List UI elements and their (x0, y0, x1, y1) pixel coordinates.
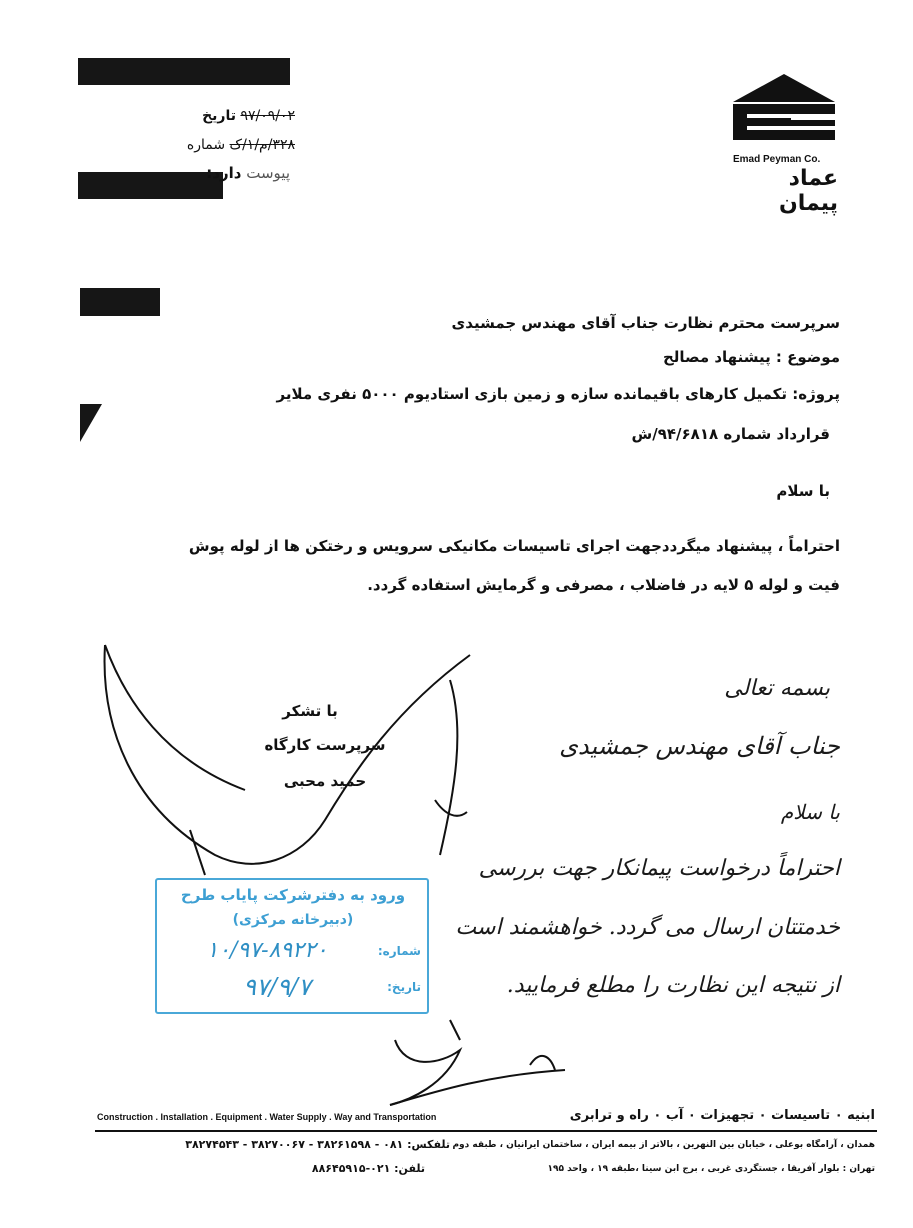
signature-scribble-lower (350, 1010, 580, 1120)
handwritten-line-1: بسمه تعالی (724, 676, 830, 701)
footer-services-fa: ابنیه ۰ تاسیسات ۰ تجهیزات ۰ آب ۰ راه و ترابری (569, 1108, 875, 1123)
stamp-date-value: ۹۷/۹/۷ (243, 973, 311, 1001)
handwritten-line-4: احتراماً درخواست پیمانکار جهت بررسی (478, 856, 840, 881)
footer-fax (95, 1138, 450, 1151)
footer-services-en: Construction . Installation . Equipment . Water Supply . Way and Transportation (97, 1112, 437, 1122)
attachment-value: پیوست (246, 164, 290, 182)
handwritten-line-5: خدمتتان ارسال می گردد. خواهشمند است (455, 915, 840, 940)
footer-phone (250, 1162, 425, 1175)
footer-address-hamedan: همدان ، آرامگاه بوعلی ، خیابان بین النهرین ، بالاتر از بیمه ایران ، ساختمان ایرانیان ، طبقه دوم (452, 1140, 875, 1150)
redaction-bar-margin (80, 288, 160, 316)
date-value: ۹۷/۰۹/۰۲ (240, 108, 295, 124)
stamp-line-1: ورود به دفترشرکت پایاب طرح (180, 886, 406, 904)
handwritten-line-6: از نتیجه این نظارت را مطلع فرمایید. (506, 973, 840, 998)
stamp-number-value: ۱۰/۹۷-۸۹۲۲۰ (206, 938, 328, 963)
contract-line: قرارداد شماره ۹۴/۶۸۱۸/ش (631, 425, 830, 443)
subject-line: موضوع : پیشنهاد مصالح (662, 348, 840, 366)
phone-number: ۰۲۱-۸۸۶۴۵۹۱۵ (311, 1162, 391, 1175)
company-name-fa: عماد پیمان (778, 166, 838, 216)
stamp-number-label: شماره: (377, 944, 421, 958)
signature-scribble (95, 640, 485, 880)
company-name-en: Emad Peyman Co. (733, 154, 821, 165)
fax-numbers: ۰۸۱ - ۳۸۲۶۱۵۹۸ - ۳۸۲۷۰۰۶۷ - ۳۸۲۷۴۵۴۳ (185, 1138, 404, 1151)
header-date (95, 108, 295, 124)
company-logo (733, 72, 835, 152)
footer-address-tehran: تهران : بلوار آفریقا ، جستگردی غربی ، برج ابن سینا ،طبقه ۱۹ ، واحد ۱۹۵ (547, 1164, 875, 1174)
recipient-line: سرپرست محترم نظارت جناب آقای مهندس جمشیدی (451, 314, 840, 332)
signature-title: سرپرست کارگاه (264, 736, 386, 754)
stamp-line-2: (دبیرخانه مرکزی) (232, 912, 354, 928)
body-line-2: فیت و لوله ۵ لایه در فاضلاب ، مصرفی و گرمایش استفاده گردد. (367, 576, 840, 594)
receipt-stamp (155, 878, 429, 1014)
redaction-bar-top (78, 58, 290, 85)
header-number (95, 137, 295, 153)
date-label: تاریخ (202, 108, 236, 124)
greeting-line: با سلام (776, 482, 830, 500)
handwritten-line-3: با سلام (780, 800, 840, 824)
project-line: پروژه: تکمیل کارهای باقیمانده سازه و زمین بازی استادیوم ۵۰۰۰ نفری ملایر (276, 385, 840, 403)
footer-divider (95, 1130, 877, 1132)
number-value: ۳۲۸/م/۱/ک (229, 137, 295, 153)
body-line-1: احتراماً ، پیشنهاد میگرددجهت اجرای تاسیسات مکانیکی سرویس و رختکن ها از لوله پوش (188, 537, 840, 555)
phone-label: تلفن: (394, 1162, 425, 1175)
number-label: شماره (186, 137, 226, 153)
fax-label: تلفکس: (407, 1138, 450, 1151)
hole-punch-mark (80, 404, 102, 446)
header-attachment (170, 164, 290, 182)
attachment-label: دارد: (206, 164, 242, 182)
handwritten-line-2: جناب آقای مهندس جمشیدی (559, 732, 840, 760)
signature-name: حمید محبی (283, 772, 367, 790)
signature-thanks: با تشکر (282, 702, 338, 720)
stamp-date-label: تاریخ: (387, 980, 421, 994)
